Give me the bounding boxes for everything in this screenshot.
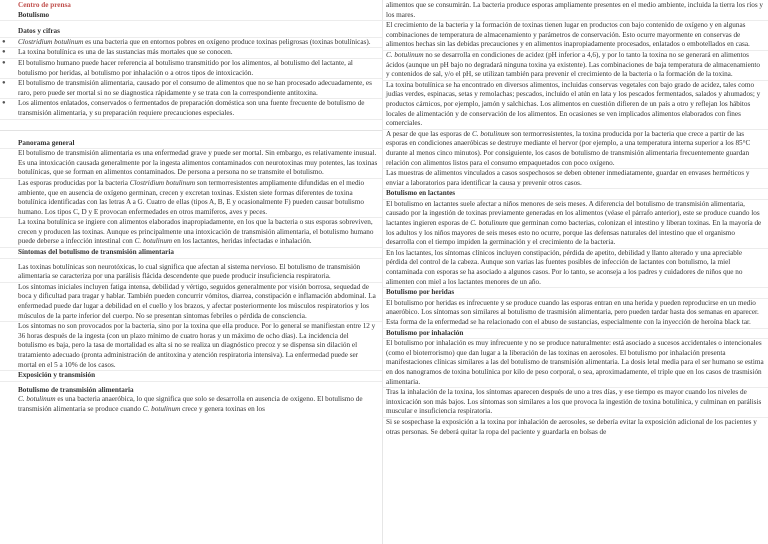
symptoms-p1: Las toxinas botulínicas son neurotóxicas, lo cual significa que afectan al sistema nervioso. El botulismo de transmisión alimentaria se caracteriza por una parálisis flácida descendente que puede producir insuficiencia respiratoria. <box>18 262 361 281</box>
infant-p1-b: que germinan como bacterias, colonizan el intestino y liberan toxinas. En la mayoría de los adultos y los niños mayores de seis meses esto no ocurre, porque las defensas naturales del intestino que el organismo desarrolla con el tiempo impiden la germinación y el crecimiento de la bacteria. <box>386 219 762 247</box>
fact-bullet <box>0 48 382 59</box>
right-paragraph <box>382 0 768 21</box>
fact-text: es una bacteria que en entornos pobres en oxígeno produce toxinas peligrosas (toxinas botulínicas). <box>83 37 371 46</box>
symptoms-heading-row <box>0 248 382 259</box>
right-p3-text: no se desarrolla en condiciones de acidez (pH inferior a 4,6), y por lo tanto la toxina no se generará en alimentos ácidos (aunque un pH bajo no degradará ninguna toxina ya existente). Las combinaciones de baja temperatura de almacenamiento y contenidos de sal, y/o el pH, se utilizan también para prevenir el crecimiento de la bacteria o la formación de la toxina. <box>386 50 761 79</box>
fact-bullet <box>0 99 382 119</box>
foodborne-paragraph <box>0 395 382 414</box>
section-separator <box>0 120 382 131</box>
foodborne-heading-row <box>0 382 382 396</box>
right-p1: alimentos que se consumirán. La bacteria produce esporas ampliamente presentes en el medio ambiente, incluida la tierra los ríos y los mares. <box>386 1 764 19</box>
fact-bullet <box>0 79 382 99</box>
foodborne-heading: Botulismo de transmisión alimentaria <box>18 385 134 394</box>
right-paragraph <box>382 169 768 189</box>
infant-p1-italic: C. botulinum <box>470 219 508 228</box>
symptoms-heading: Síntomas del botulismo de transmisión alimentaria <box>18 248 174 257</box>
right-p5-a: A pesar de que las esporas de <box>386 129 473 138</box>
overview-paragraph <box>0 179 382 218</box>
overview-heading: Panorama general <box>18 138 75 147</box>
section-label[interactable]: Centro de prensa <box>18 1 71 9</box>
overview-paragraph <box>0 218 382 248</box>
wound-p1: El botulismo por heridas es infrecuente y se produce cuando las esporas entran en una herida y pueden reproducirse en un medio anaeróbico. Los síntomas son similares al botulismo de trasmisión alimentaria, pero pueden tardar hasta dos semanas en aparecer. Esta forma de la enfermedad se ha relacionado con el abuso de sustancias, especialmente con la inyección de heroína black tar. <box>386 298 759 326</box>
overview-p2-a: Las esporas producidas por la bacteria <box>18 178 130 187</box>
foodborne-b: crece y genera toxinas en los <box>180 404 265 413</box>
foodborne-a: es una bacteria anaeróbica, lo que significa que solo se desarrolla en ausencia de oxígeno. El botulismo de transmisión alimentaria se produce cuando <box>18 395 363 413</box>
fact-text: Los alimentos enlatados, conservados o fermentados de preparación doméstica son una fuente frecuente de botulismo de transmisión alimentaria, y su preparación requiere precauciones especiales. <box>18 99 365 117</box>
overview-p3-a: La toxina botulínica se ingiere con alimentos elaborados inapropiadamente, en los que la bacteria o sus esporas sobreviven, crecen y producen las toxinas. Aunque es principalmente una intoxicación de transmisión alimentaria, el botulismo humano puede deberse a infección intestinal con <box>18 218 374 246</box>
wound-heading: Botulismo por heridas <box>386 288 455 297</box>
infant-heading-row <box>382 189 768 200</box>
facts-heading: Datos y cifras <box>18 27 60 36</box>
symptoms-paragraph <box>0 283 382 322</box>
left-column <box>0 0 382 544</box>
wound-paragraph <box>382 299 768 329</box>
symptoms-paragraph <box>0 322 382 371</box>
overview-p3-italic: C. botulinum <box>134 237 173 246</box>
fact-bullet <box>0 38 382 49</box>
foodborne-italic: C. botulinum <box>18 395 56 404</box>
fact-italic: Clostridium botulinum <box>18 37 84 46</box>
right-p6: Las muestras de alimentos vinculados a casos sospechosos se deben obtener inmediatamente, guardar en envases herméticos y enviar a laboratorios para identificar la causa y prevenir otros casos. <box>386 169 750 187</box>
exposure-heading: Exposición y transmisión <box>18 371 96 380</box>
right-p5-b: son termorresistentes, la toxina producida por la bacteria que crece a partir de las esporas en condiciones anaeróbicas se destruye mediante el hervor (por ejemplo, a una temperatura interna superior a los 85°C durante al menos cinco minutos). Por consiguiente, los casos de botulismo de transmisión alimentaria frecuentemente guardan relación con alimentos listos para el consumo empaquetados con poco oxígeno. <box>386 129 751 167</box>
right-p2: El crecimiento de la bacteria y la formación de toxinas tienen lugar en productos con bajo contenido de oxígeno y en algunas combinaciones de temperatura de almacenamiento y parámetros de conservación. Esto ocurre mayormente en conservas de alimentos hechas sin las debidas precauciones y en alimentos inapropiadamente procesados, enlatados o embotellados en casa. <box>386 21 750 49</box>
symptoms-p3: Los síntomas no son provocados por la bacteria, sino por la toxina que ella produce. Por lo general se manifiestan entre 12 y 36 horas después de la ingesta (con un plazo mínimo de cuatro horas y un máximo de ocho días). La incidencia del botulismo es baja, pero la tasa de mortalidad es alta si no se realiza un diagnóstico precoz y se dispensa sin dilación el tratamiento adecuado (pronta administración de antitoxina y atención respiratoria intensiva). La enfermedad puede ser mortal en el 5 a 10% de los casos. <box>18 322 376 369</box>
fact-bullet <box>0 59 382 79</box>
fact-text: La toxina botulínica es una de las sustancias más mortales que se conocen. <box>18 48 233 57</box>
overview-p2-b: son termorresistentes ampliamente difundidas en el medio ambiente, que en ausencia de oxígeno germinan, crecen y excretan toxinas. Existen siete formas diferentes de toxina botulínica identificadas con las letras A a G. Cuatro de ellas (tipos A, B, E y ocasionalmente F) pueden causar botulismo humano. Los tipos C, D y E provocan enfermedades en otros mamíferos, aves y peces. <box>18 178 365 216</box>
infant-p2: En los lactantes, los síntomas clínicos incluyen constipación, pérdida de apetito, debilidad y llanto alterado y una apreciable pérdida del control de la cabeza. Aunque son varias las fuentes posibles de infección de lactantes con botulismo, la miel contaminada con esporas se ha asociado a algunos casos. Por lo tanto, se aconseja a los padres y cuidadores de niños que no alimenten con miel a los lactantes menores de un año. <box>386 248 743 286</box>
right-column <box>382 0 768 544</box>
inhal-p2: Tras la inhalación de la toxina, los síntomas aparecen después de uno a tres días, y ese tiempo es mayor cuando los niveles de intoxicación son más bajos. Los síntomas son similares a los que provoca la ingestión de toxina botulínica, y culminan en parálisis muscular e insuficiencia respiratoria. <box>386 388 762 416</box>
symptoms-p2: Los síntomas iniciales incluyen fatiga intensa, debilidad y vértigo, seguidos generalmente por visión borrosa, sequedad de boca y dificultad para tragar y hablar. También pueden concurrir vómitos, diarrea, constipación e inflamación abdominal. La enfermedad puede dar lugar a debilidad en el cuello y los brazos, y afectar posteriormente los músculos respiratorios y los músculos de la parte inferior del cuerpo. No se presentan síntomas febriles o pérdida de consciencia. <box>18 282 376 320</box>
right-paragraph <box>382 81 768 130</box>
fact-text: El botulismo de transmisión alimentaria, causado por el consumo de alimentos que no se han procesado adecuadamente, es raro, pero puede ser mortal si no se diagnostica rápidamente y se trata con la correspondiente antitoxina. <box>18 79 372 97</box>
right-paragraph <box>382 51 768 81</box>
overview-heading-row <box>0 131 382 150</box>
infant-p1-a: El botulismo en lactantes suele afectar a niños menores de seis meses. A diferencia del botulismo de transmisión alimentaria, causado por la ingestión de toxinas previamente generadas en los alimentos (véase el párrafo anterior), este se produce cuando los lactantes ingieren esporas de <box>386 199 760 228</box>
right-paragraph <box>382 130 768 169</box>
symptoms-paragraph <box>0 259 382 283</box>
inhal-heading: Botulismo por inhalación <box>386 328 464 337</box>
inhal-paragraph <box>382 339 768 388</box>
overview-p3-b: en los lactantes, heridas infectadas e inhalación. <box>172 237 312 246</box>
overview-paragraph <box>0 149 382 179</box>
page-title: Botulismo <box>18 10 50 19</box>
infant-paragraph <box>382 249 768 288</box>
infant-heading: Botulismo en lactantes <box>386 189 456 198</box>
fact-text: El botulismo humano puede hacer referencia al botulismo transmitido por los alimentos, al botulismo del lactante, al botulismo por heridas, al botulismo por inhalación o a otros tipos de intoxicación. <box>18 58 353 77</box>
inhal-p1: El botulismo por inhalación es muy infrecuente y no se produce naturalmente: está asociado a sucesos accidentales o intencionales (como el bioterrorismo) que dan lugar a la liberación de las toxinas en aerosoles. El botulismo por inhalación presenta manifestaciones clínicas similares a las del botulismo de transmisión alimentaria. La dosis letal media para el ser humano se estima en dos nanogramos de toxina botulínica por kilo de peso corporal, o sea, aproximadamente, el triple que en los casos de trasmisión alimentaria. <box>386 339 764 386</box>
exposure-heading-row <box>0 371 382 382</box>
inhal-paragraph <box>382 418 768 437</box>
inhal-heading-row <box>382 329 768 340</box>
foodborne-italic-2: C. botulinum <box>142 404 181 413</box>
infant-paragraph <box>382 200 768 249</box>
right-paragraph <box>382 21 768 51</box>
inhal-paragraph <box>382 388 768 418</box>
facts-heading-row <box>0 21 382 38</box>
right-p4: La toxina botulínica se ha encontrado en diversos alimentos, incluidas conservas vegetales con bajo grado de acidez, tales como judías verdes, espinacas, setas y remolachas; pescados, incluido el atún en lata y los pescados fermentados, salados y ahumados; y productos cárnicos, por ejemplo, jamón y salchichas. Los alimentos en cuestión difieren de un país a otro y reflejan los hábitos locales de alimentación y de conservación de los alimentos. En ocasiones se ven implicados alimentos elaborados con fines comerciales. <box>386 80 761 128</box>
header-block <box>0 0 382 21</box>
overview-p1: El botulismo de transmisión alimentaria es una enfermedad grave y puede ser mortal. Sin embargo, es relativamente inusual. Es una intoxicación causada generalmente por la ingesta alimentos contaminados con neurotoxinas muy potentes, las toxinas botulínicas, que se forman en alimentos contaminados. De persona a persona no se transmite el botulismo. <box>18 149 378 177</box>
right-p5-italic: C. botulinum <box>472 129 510 138</box>
right-p3-italic: C. botulinum <box>386 50 424 59</box>
wound-heading-row <box>382 288 768 299</box>
overview-p2-italic: Clostridium botulinum <box>129 178 196 187</box>
inhal-p3: Si se sospechase la exposición a la toxina por inhalación de aerosoles, se debería evitar la exposición adicional de los pacientes y otras personas. Se deberá quitar la ropa del paciente y guardarla en bolsas de <box>386 417 757 436</box>
